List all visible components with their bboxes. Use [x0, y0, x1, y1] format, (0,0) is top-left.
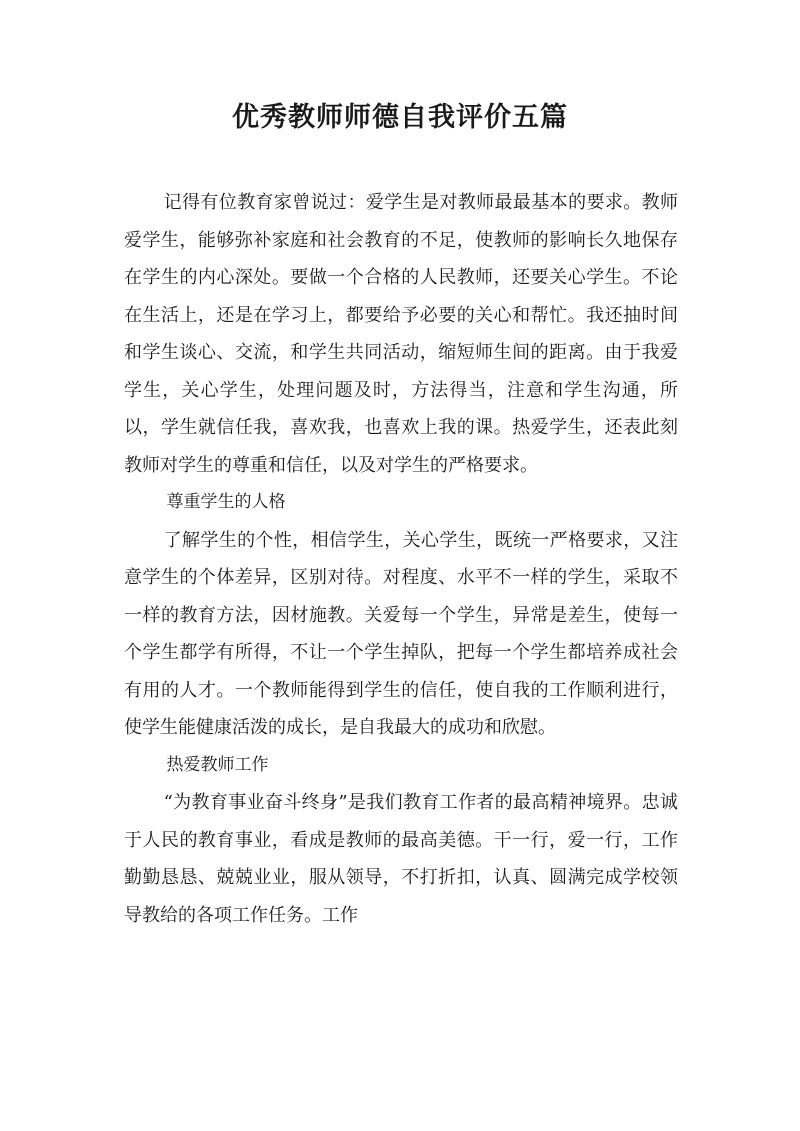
section-heading-love-work: 热爱教师工作: [166, 754, 269, 775]
paragraph-respect-students: 了解学生的个性，相信学生，关心学生，既统一严格要求，又注意学生的个体差异，区别对待。对程度、水平不一样的学生，采取不一样的教育方法，因材施教。关爱每一个学生，异常是差生，使每一个学生都学有所得，不让一个学生掉队，把每一个学生都培养成社会有用的人才。一个教师能得到学生的信任，使自我的工作顺利进行，使学生能健康活泼的成长，是自我最大的成功和欣慰。: [124, 529, 678, 738]
paragraph-education-career: “为教育事业奋斗终身”是我们教育工作者的最高精神境界。忠诚于人民的教育事业，看成是教师的最高美德。干一行，爱一行，工作勤勤恳恳、兢兢业业，服从领导，不打折扣，认真、圆满完成学校领导教给的各项工作任务。工作: [124, 792, 678, 926]
document-title: 优秀教师师德自我评价五篇: [232, 102, 568, 133]
section-heading-respect: 尊重学生的人格: [166, 492, 286, 512]
paragraph-teacher-love: 记得有位教育家曾说过：爱学生是对教师最最基本的要求。教师爱学生，能够弥补家庭和社会教育的不足，使教师的影响长久地保存在学生的内心深处。要做一个合格的人民教师，还要关心学生。不论在生活上，还是在学习上，都要给予必要的关心和帮忙。我还抽时间和学生谈心、交流，和学生共同活动，缩短师生间的距离。由于我爱学生，关心学生，处理问题及时，方法得当，注意和学生沟通，所以，学生就信任我，喜欢我，也喜欢上我的课。热爱学生，还表此刻教师对学生的尊重和信任，以及对学生的严格要求。: [124, 192, 678, 476]
document-body: [124, 184, 678, 934]
